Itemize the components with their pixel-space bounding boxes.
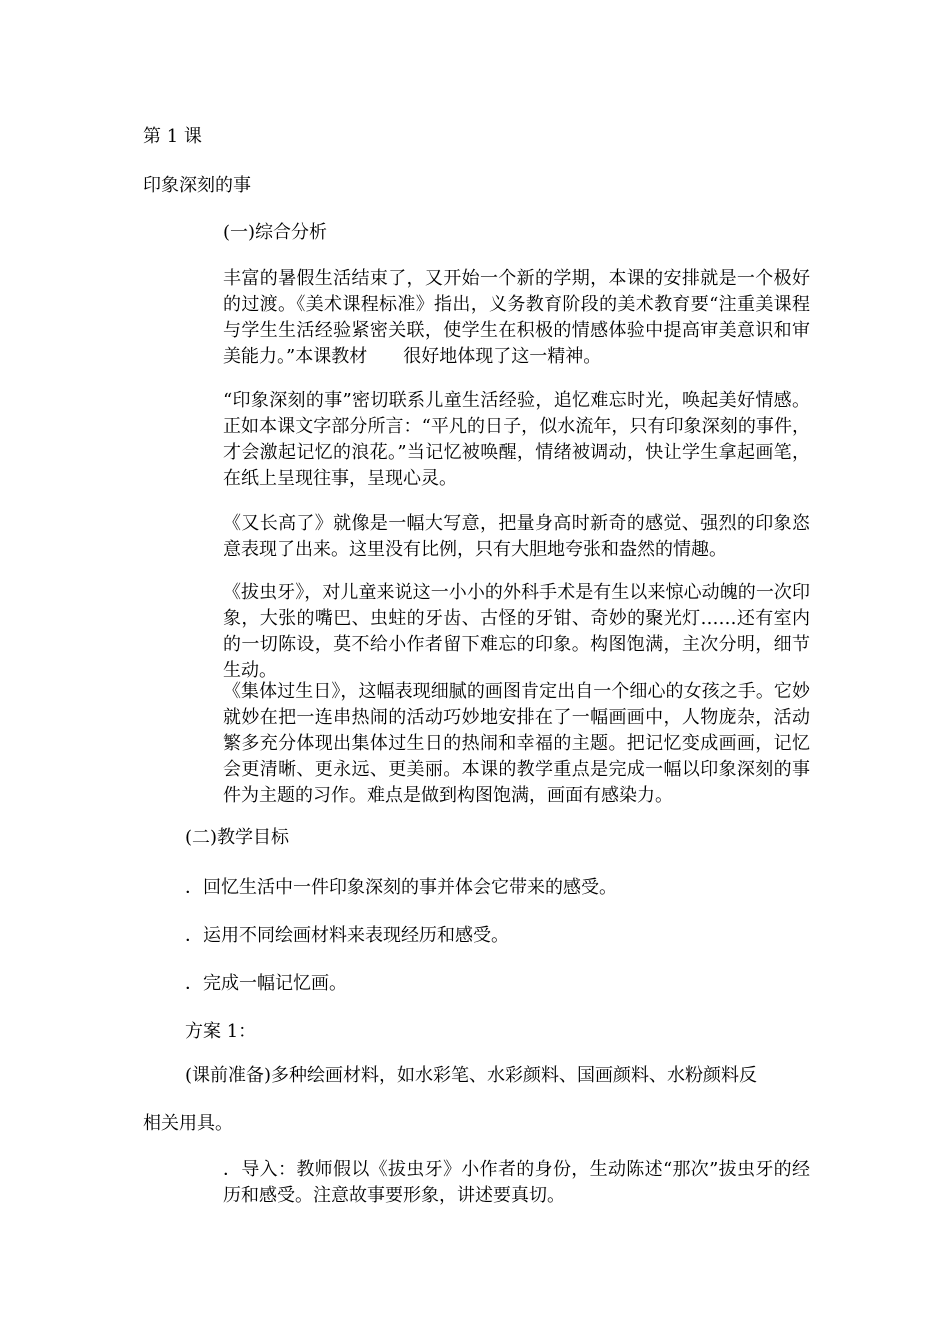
lesson-title: 印象深刻的事 (143, 175, 251, 196)
paragraph-text: 丰富的暑假生活结束了，又开始一个新的学期，本课的安排就是一个极好的过渡。《美术课程标准》指出，义务教育阶段的美术教育要“注重美课程与学生生活经验紧密关联，使学生在积极的情感体验中提高审美意识和审美能力。”本课教材 很好地体现了这一精神。 (223, 268, 810, 367)
analysis-paragraph-2 (143, 388, 810, 492)
analysis-paragraph-4 (143, 580, 810, 684)
preparation-line: (课前准备)多种绘画材料，如水彩笔、水彩颜料、国画颜料、水粉颜料反 (185, 1065, 758, 1086)
lesson-number: 第 1 课 (143, 126, 202, 147)
paragraph-text: 《集体过生日》，这幅表现细腻的画图肯定出自一个细心的女孩之手。它妙就妙在把一连串热闹的活动巧妙地安排在了一幅画画中，人物庞杂，活动繁多充分体现出集体过生日的热闹和幸福的主题。把记忆变成画画，记忆会更清晰、更永远、更美丽。本课的教学重点是完成一幅以印象深刻的事件为主题的习作。难点是做到构图饱满，画面有感染力。 (223, 681, 810, 806)
paragraph-text: 《拔虫牙》，对儿童来说这一小小的外科手术是有生以来惊心动魄的一次印象，大张的嘴巴、虫蛀的牙齿、古怪的牙钳、奇妙的聚光灯……还有室内的一切陈设，莫不给小作者留下难忘的印象。构图饱满，主次分明，细节生动。 (223, 582, 810, 681)
analysis-paragraph-3 (143, 511, 810, 563)
preparation-line-continued: 相关用具。 (143, 1113, 233, 1134)
paragraph-text: ．导入：教师假以《拔虫牙》小作者的身份，生动陈述“那次”拔虫牙的经历和感受。注意故事要形象，讲述要真切。 (223, 1159, 810, 1206)
paragraph-text: “印象深刻的事”密切联系儿童生活经验，追忆难忘时光，唤起美好情感。正如本课文字部分所言：“平凡的日子，似水流年，只有印象深刻的事件，才会激起记忆的浪花。”当记忆被唤醒，情绪被调动，快让学生拿起画笔，在纸上呈现往事，呈现心灵。 (223, 390, 810, 489)
goal-item: ．运用不同绘画材料来表现经历和感受。 (185, 925, 509, 946)
goal-item: ．回忆生活中一件印象深刻的事并体会它带来的感受。 (185, 877, 617, 898)
plan-label: 方案 1： (185, 1021, 257, 1042)
paragraph-text: 《又长高了》就像是一幅大写意，把量身高时新奇的感觉、强烈的印象恣意表现了出来。这里没有比例，只有大胆地夸张和盎然的情趣。 (223, 513, 810, 560)
analysis-paragraph-1 (143, 266, 810, 370)
section-heading-goals: (二)教学目标 (185, 827, 290, 848)
goal-item: ．完成一幅记忆画。 (185, 973, 347, 994)
section-heading-analysis: (一)综合分析 (223, 222, 328, 243)
analysis-paragraph-5 (143, 679, 810, 809)
intro-paragraph (143, 1157, 810, 1209)
